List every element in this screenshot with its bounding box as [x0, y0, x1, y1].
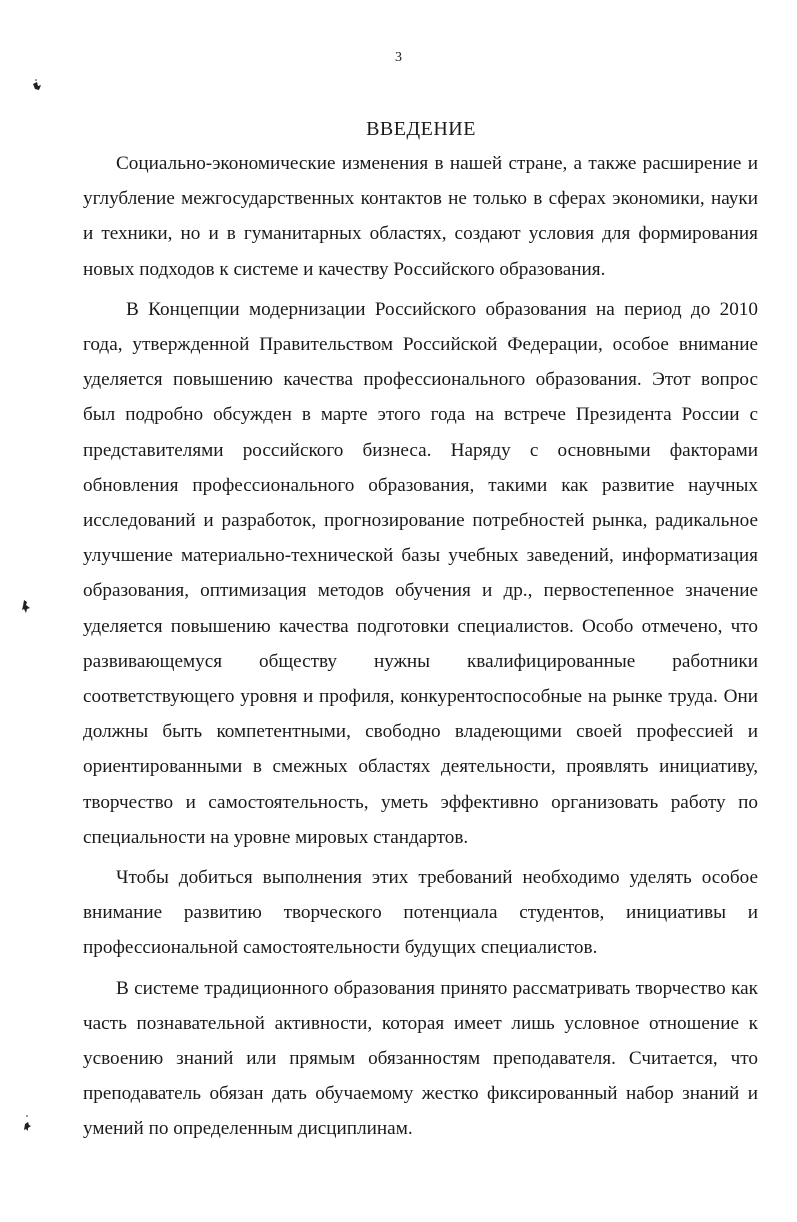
page-number: 3	[395, 50, 402, 65]
paragraph-3: Чтобы добиться выполнения этих требований необходимо уделять особое внимание развитию творческого потенциала студентов, инициативы и профессиональной самостоятельности будущих специалистов.	[83, 867, 758, 959]
scan-artifacts	[0, 0, 60, 1222]
body-text	[83, 146, 758, 1152]
paragraph-1: Социально-экономические изменения в нашей стране, а также расширение и углубление межгосударственных контактов не только в сферах экономики, науки и техники, но и в гуманитарных областях, создают условия для формирования новых подходов к системе и качеству Российского образования.	[83, 153, 758, 280]
section-heading: ВВЕДЕНИЕ	[366, 118, 476, 140]
paragraph-2: В Концепции модернизации Российского образования на период до 2010 года, утвержденной Правительством Российской Федерации, особое внимание уделяется повышению качества профессионального образования. Этот вопрос был подробно обсужден в марте этого года на встрече Президента России с представителями российского бизнеса. Наряду с основными факторами обновления профессионального образования, такими как развитие научных исследований и разработок, прогнозирование потребностей рынка, радикальное улучшение материально-технической базы учебных заведений, информатизация образования, оптимизация методов обучения и др., первостепенное значение уделяется повышению качества подготовки специалистов. Особо отмечено, что развивающемуся обществу нужны квалифицированные работники соответствующего уровня и профиля, конкурентоспособные на рынке труда. Они должны быть компетентными, свободно владеющими своей профессией и ориентированными в смежных областях деятельности, проявлять инициативу, творчество и самостоятельность, уметь эффективно организовать работу по специальности на уровне мировых стандартов.	[83, 298, 758, 848]
paragraph-4: В системе традиционного образования принято рассматривать творчество как часть познавательной активности, которая имеет лишь условное отношение к усвоению знаний или прямым обязанностям преподавателя. Считается, что преподаватель обязан дать обучаемому жестко фиксированный набор знаний и умений по определенным дисциплинам.	[83, 977, 758, 1140]
